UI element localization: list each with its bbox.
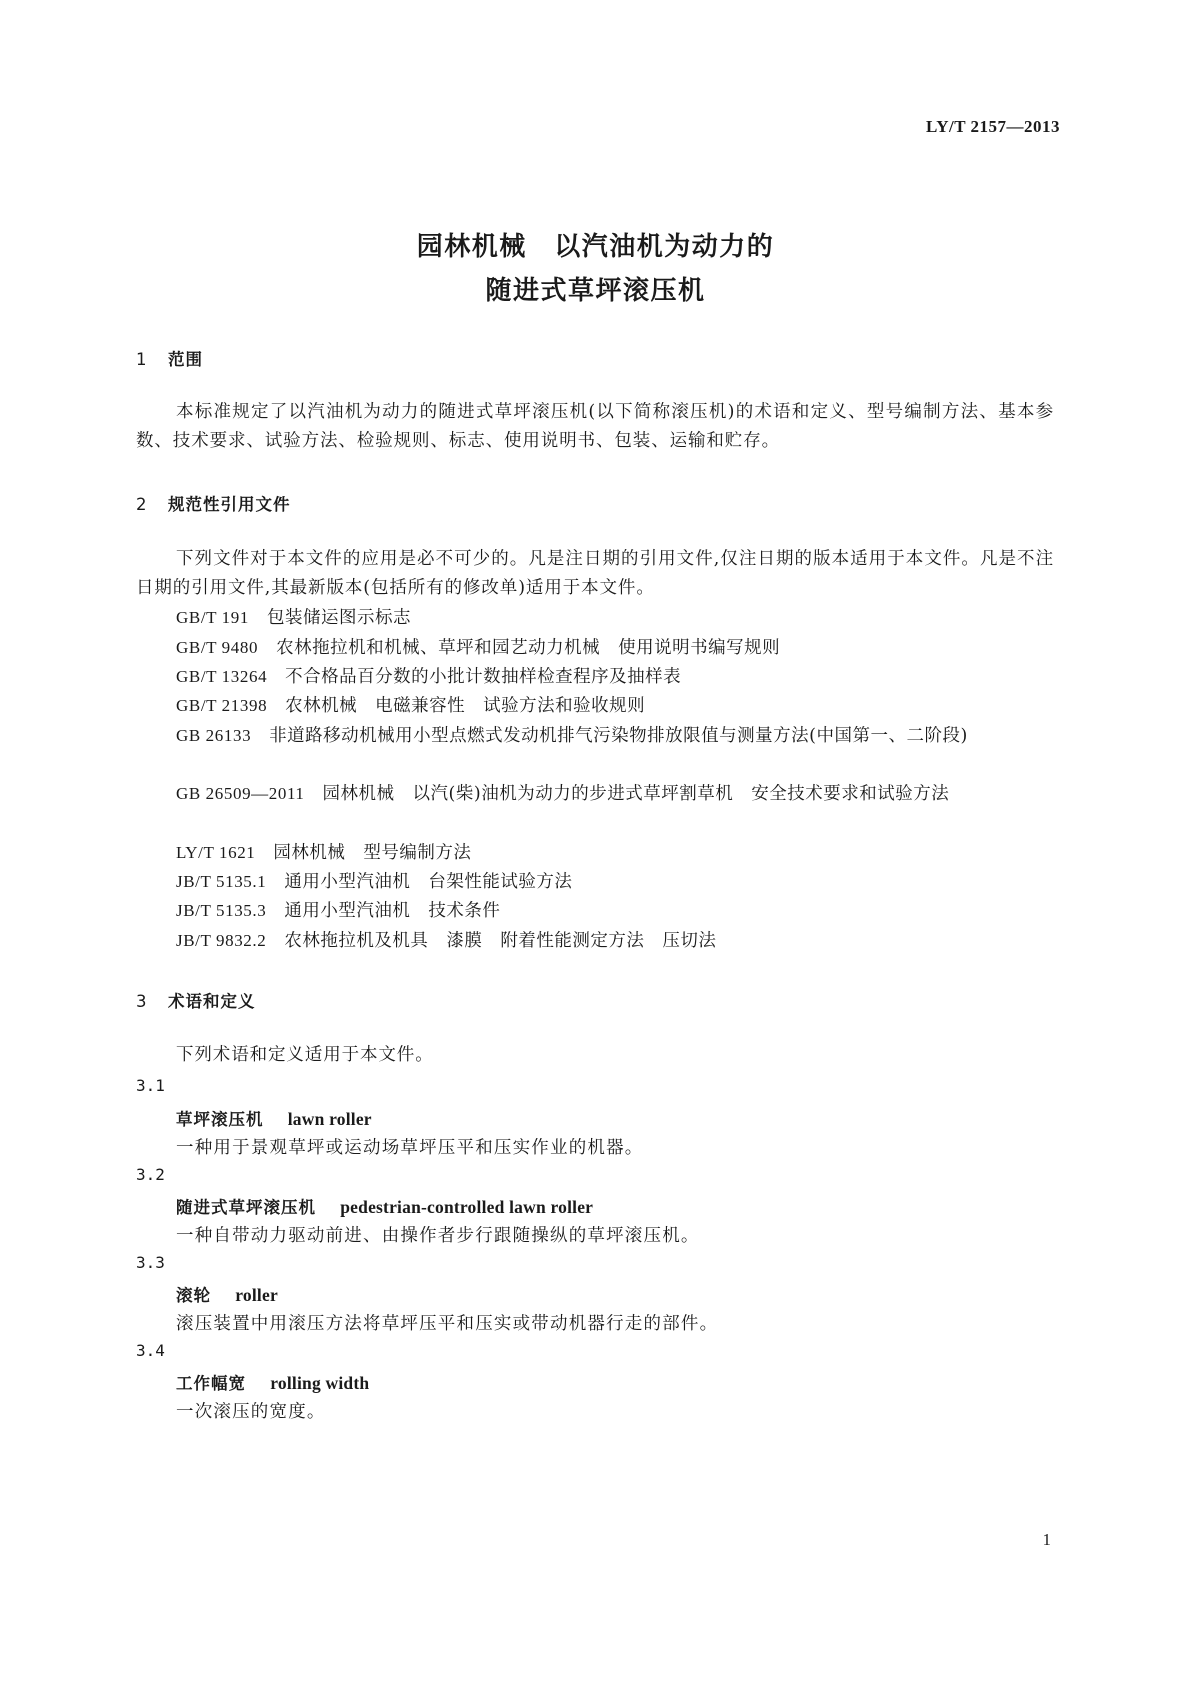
term-definition: 一次滚压的宽度。 (176, 1402, 326, 1422)
reference-title: 农林机械 电磁兼容性 试验方法和验收规则 (285, 696, 646, 716)
term-en: roller (235, 1285, 278, 1305)
reference-item (136, 867, 1054, 897)
term-number: 3.1 (136, 1076, 165, 1095)
reference-item (136, 838, 1054, 868)
reference-item (136, 926, 1054, 956)
reference-code: LY/T 1621 (176, 843, 256, 862)
term-zh: 工作幅宽 (176, 1374, 246, 1393)
page-number: 1 (1042, 1530, 1051, 1549)
section-title: 规范性引用文件 (168, 495, 291, 514)
reference-code: GB 26133 (176, 726, 252, 745)
section-title: 术语和定义 (168, 992, 256, 1011)
section-1-paragraph: 本标准规定了以汽油机为动力的随进式草坪滚压机(以下简称滚压机)的术语和定义、型号编制方法、基本参数、技术要求、试验方法、检验规则、标志、使用说明书、包装、运输和贮存。 (136, 402, 1054, 452)
term-heading (176, 1194, 593, 1218)
reference-code: GB 26509—2011 (176, 784, 305, 803)
reference-item (136, 721, 1054, 751)
term-number: 3.2 (136, 1165, 165, 1184)
section-number: 1 (136, 350, 148, 369)
reference-code: JB/T 5135.1 (176, 872, 267, 891)
reference-title: 非道路移动机械用小型点燃式发动机排气污染物排放限值与测量方法(中国第一、二阶段) (269, 726, 968, 746)
term-zh: 滚轮 (176, 1286, 211, 1305)
reference-title: 通用小型汽油机 技术条件 (284, 901, 501, 921)
section-3-heading (136, 988, 256, 1012)
term-en: pedestrian-controlled lawn roller (340, 1197, 594, 1217)
document-title-line-1: 园林机械 以汽油机为动力的 (416, 232, 775, 262)
section-number: 3 (136, 992, 148, 1011)
term-zh: 随进式草坪滚压机 (176, 1198, 316, 1217)
reference-code: JB/T 5135.3 (176, 901, 267, 920)
reference-title: 园林机械 以汽(柴)油机为动力的步进式草坪割草机 安全技术要求和试验方法 (322, 784, 950, 804)
reference-code: GB/T 191 (176, 608, 249, 627)
section-2-intro: 下列文件对于本文件的应用是必不可少的。凡是注日期的引用文件,仅注日期的版本适用于本文件。凡是不注日期的引用文件,其最新版本(包括所有的修改单)适用于本文件。 (136, 549, 1054, 599)
reference-item (136, 662, 1054, 692)
section-2-heading (136, 491, 291, 515)
reference-item (136, 691, 1054, 721)
reference-title: 农林拖拉机和机械、草坪和园艺动力机械 使用说明书编写规则 (276, 638, 781, 658)
section-title: 范围 (168, 350, 203, 369)
term-heading (176, 1282, 278, 1306)
reference-title: 园林机械 型号编制方法 (273, 843, 472, 863)
reference-item (136, 779, 1054, 809)
reference-item (136, 633, 1054, 663)
reference-code: GB/T 21398 (176, 696, 268, 715)
reference-item (136, 603, 1054, 633)
reference-item (136, 896, 1054, 926)
section-number: 2 (136, 495, 148, 514)
term-heading (176, 1106, 372, 1130)
reference-code: GB/T 9480 (176, 638, 259, 657)
term-definition: 滚压装置中用滚压方法将草坪压平和压实或带动机器行走的部件。 (176, 1314, 719, 1334)
section-3-intro: 下列术语和定义适用于本文件。 (176, 1045, 434, 1065)
section-1-heading (136, 346, 203, 370)
document-title-line-2: 随进式草坪滚压机 (485, 276, 706, 306)
reference-code: GB/T 13264 (176, 667, 268, 686)
reference-title: 不合格品百分数的小批计数抽样检查程序及抽样表 (285, 667, 682, 687)
reference-title: 农林拖拉机及机具 漆膜 附着性能测定方法 压切法 (284, 931, 717, 951)
term-definition: 一种用于景观草坪或运动场草坪压平和压实作业的机器。 (176, 1138, 644, 1158)
document-code: LY/T 2157—2013 (925, 117, 1060, 136)
term-en: lawn roller (287, 1109, 372, 1129)
reference-code: JB/T 9832.2 (176, 931, 267, 950)
term-number: 3.3 (136, 1253, 165, 1272)
term-zh: 草坪滚压机 (176, 1110, 264, 1129)
term-definition: 一种自带动力驱动前进、由操作者步行跟随操纵的草坪滚压机。 (176, 1226, 700, 1246)
term-heading (176, 1370, 369, 1394)
term-number: 3.4 (136, 1341, 165, 1360)
reference-title: 包装储运图示标志 (266, 608, 411, 628)
reference-title: 通用小型汽油机 台架性能试验方法 (284, 872, 573, 892)
term-en: rolling width (270, 1373, 370, 1393)
